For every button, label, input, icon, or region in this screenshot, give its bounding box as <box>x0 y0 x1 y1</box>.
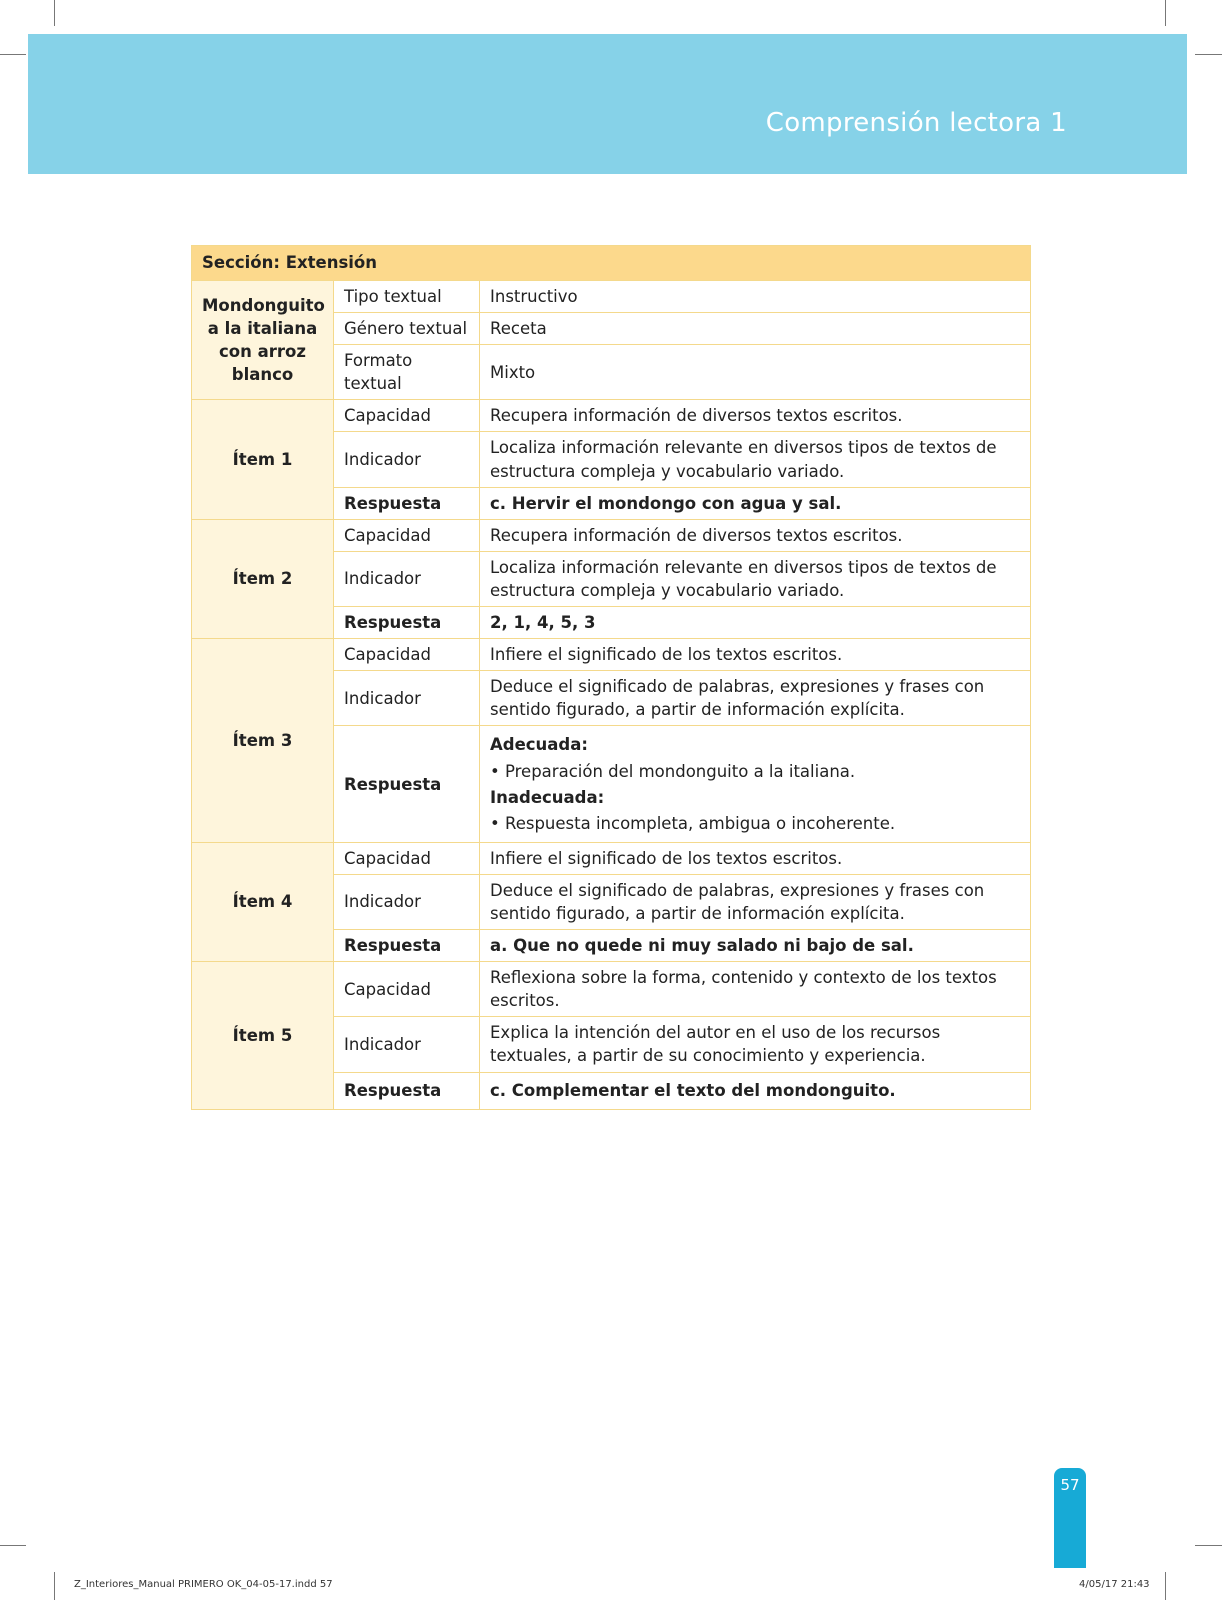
item-label: Ítem 2 <box>192 519 334 638</box>
indicador-label: Indicador <box>334 671 480 726</box>
crop-mark <box>0 1545 26 1546</box>
indicador-value: Deduce el significado de palabras, expresiones y frases con sentido figurado, a partir de información explícita. <box>480 671 1031 726</box>
assessment-table <box>191 245 1031 1110</box>
capacidad-label: Capacidad <box>334 519 480 551</box>
row-label: Formato textual <box>334 345 480 400</box>
indicador-label: Indicador <box>334 432 480 487</box>
indicador-label: Indicador <box>334 551 480 606</box>
page-number: 57 <box>1060 1476 1080 1494</box>
capacidad-value: Recupera información de diversos textos escritos. <box>480 519 1031 551</box>
item-label: Ítem 5 <box>192 962 334 1109</box>
crop-mark <box>1195 54 1222 55</box>
adecuada-value: • Preparación del mondonguito a la italiana. <box>490 761 856 781</box>
table-row <box>192 842 1031 874</box>
section-header: Sección: Extensión <box>192 246 1031 281</box>
capacidad-value: Recupera información de diversos textos escritos. <box>480 400 1031 432</box>
capacidad-value: Infiere el significado de los textos escritos. <box>480 639 1031 671</box>
text-title: Mondonguito a la italiana con arroz blanco <box>192 281 334 400</box>
table-row <box>192 400 1031 432</box>
row-value: Receta <box>480 313 1031 345</box>
crop-mark <box>54 0 55 26</box>
table-row <box>192 519 1031 551</box>
inadecuada-value: • Respuesta incompleta, ambigua o incoherente. <box>490 813 896 833</box>
footer-date: 4/05/17 21:43 <box>1079 1579 1150 1590</box>
respuesta-value <box>480 726 1031 842</box>
respuesta-label: Respuesta <box>334 726 480 842</box>
capacidad-label: Capacidad <box>334 400 480 432</box>
table-row <box>192 962 1031 1017</box>
header-band <box>28 34 1187 174</box>
row-value: Instructivo <box>480 281 1031 313</box>
inadecuada-label: Inadecuada: <box>490 787 605 807</box>
row-label: Género textual <box>334 313 480 345</box>
capacidad-label: Capacidad <box>334 962 480 1017</box>
respuesta-value: c. Complementar el texto del mondonguito. <box>480 1072 1031 1109</box>
adecuada-label: Adecuada: <box>490 735 588 755</box>
crop-mark <box>1165 0 1166 26</box>
crop-mark <box>1165 1572 1166 1600</box>
item-label: Ítem 4 <box>192 842 334 961</box>
respuesta-value: c. Hervir el mondongo con agua y sal. <box>480 487 1031 519</box>
item-label: Ítem 3 <box>192 639 334 843</box>
page-title: Comprensión lectora 1 <box>765 108 1067 138</box>
item-label: Ítem 1 <box>192 400 334 519</box>
table-row <box>192 281 1031 313</box>
indicador-label: Indicador <box>334 874 480 929</box>
respuesta-value: 2, 1, 4, 5, 3 <box>480 607 1031 639</box>
indicador-value: Explica la intención del autor en el uso de los recursos textuales, a partir de su conocimiento y experiencia. <box>480 1017 1031 1072</box>
indicador-value: Deduce el significado de palabras, expresiones y frases con sentido figurado, a partir de información explícita. <box>480 874 1031 929</box>
capacidad-label: Capacidad <box>334 842 480 874</box>
table-row <box>192 246 1031 281</box>
table-row <box>192 639 1031 671</box>
indicador-label: Indicador <box>334 1017 480 1072</box>
row-value: Mixto <box>480 345 1031 400</box>
capacidad-label: Capacidad <box>334 639 480 671</box>
respuesta-label: Respuesta <box>334 487 480 519</box>
crop-mark <box>0 54 26 55</box>
capacidad-value: Reflexiona sobre la forma, contenido y contexto de los textos escritos. <box>480 962 1031 1017</box>
crop-mark <box>1195 1545 1222 1546</box>
respuesta-label: Respuesta <box>334 607 480 639</box>
capacidad-value: Infiere el significado de los textos escritos. <box>480 842 1031 874</box>
respuesta-label: Respuesta <box>334 930 480 962</box>
indicador-value: Localiza información relevante en diversos tipos de textos de estructura compleja y vocabulario variado. <box>480 551 1031 606</box>
respuesta-value: a. Que no quede ni muy salado ni bajo de sal. <box>480 930 1031 962</box>
crop-mark <box>54 1572 55 1600</box>
respuesta-label: Respuesta <box>334 1072 480 1109</box>
indicador-value: Localiza información relevante en diversos tipos de textos de estructura compleja y vocabulario variado. <box>480 432 1031 487</box>
footer-file-slug: Z_Interiores_Manual PRIMERO OK_04-05-17.indd 57 <box>74 1579 333 1590</box>
row-label: Tipo textual <box>334 281 480 313</box>
